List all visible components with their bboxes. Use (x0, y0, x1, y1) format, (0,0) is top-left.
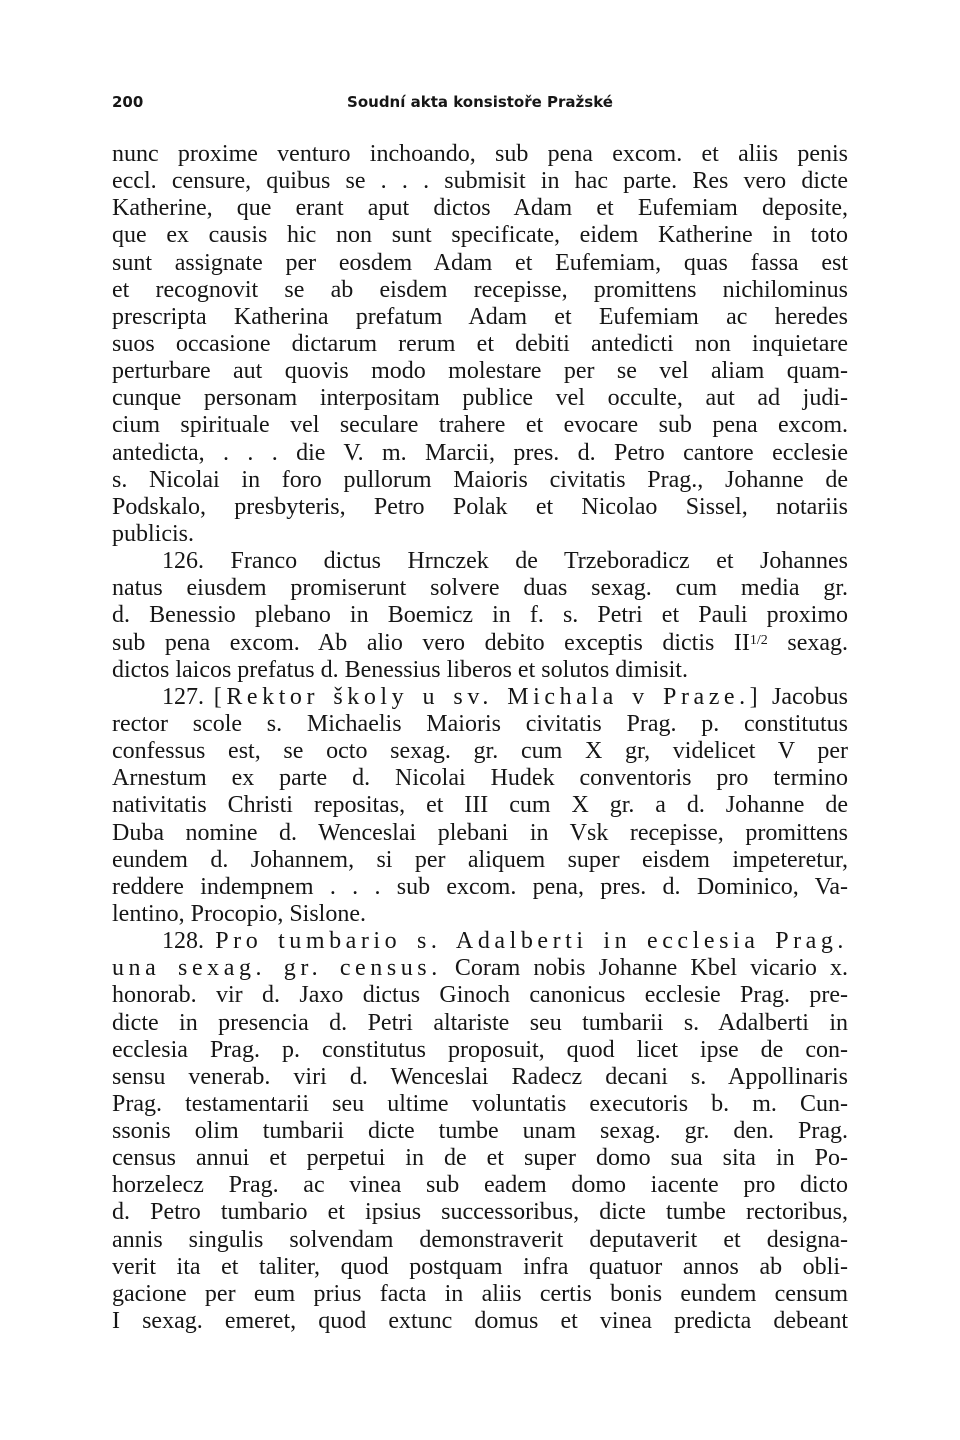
text-line: dicte in presencia d. Petri altariste seu tumbarii s. Adalberti in (112, 1009, 848, 1036)
body-text (112, 141, 848, 1335)
entry-127 (112, 684, 848, 928)
text-line: s. Nicolai in foro pullorum Maioris civitatis Prag., Johanne de (112, 466, 848, 493)
entry-heading-line (112, 955, 848, 982)
text-line: ssonis olim tumbarii dicte tumbe unam sexag. gr. den. Prag. (112, 1118, 848, 1145)
text-line: census annui et perpetui in de et super domo sua sita in Po- (112, 1145, 848, 1172)
text-line: publicis. (112, 520, 194, 547)
entry-title-continued: una sexag. gr. census. (112, 955, 442, 982)
text-line: sensu venerab. viri d. Wenceslai Radecz decani s. Appollinaris (112, 1063, 848, 1090)
entry-number: 128. (162, 928, 216, 955)
text-line: d. Petro tumbario et ipsius successoribus, dicte tumbe rectoribus, (112, 1199, 848, 1226)
text-line: I sexag. emeret, quod extunc domus et vinea predicta debeant (112, 1308, 848, 1335)
text-line: d. Benessio plebano in Boemicz in f. s. Petri et Pauli proximo (112, 602, 848, 629)
text-segment: Jacobus (762, 683, 848, 710)
text-line: perturbare aut quovis modo molestare per se vel aliam quam- (112, 358, 848, 385)
text-line: nativitatis Christi repositas, et III cum X gr. a d. Johanne de (112, 792, 848, 819)
text-line: Arnestum ex parte d. Nicolai Hudek conventoris pro termino (112, 765, 848, 792)
text-line: que ex causis hic non sunt specificate, eidem Katherine in toto (112, 222, 848, 249)
running-header (112, 90, 848, 114)
text-line: antedicta, . . . die V. m. Marcii, pres. d. Petro cantore ecclesie (112, 439, 848, 466)
entry-heading-line (112, 928, 848, 955)
text-line: cunque personam interpositam publice vel occulte, aut ad judi- (112, 385, 848, 412)
text-line: Katherine, que erant aput dictos Adam et Eufemiam deposite, (112, 195, 848, 222)
text-segment: Coram nobis Johanne Kbel vicario x. (441, 955, 848, 982)
text-line: 126. Franco dictus Hrnczek de Trzeboradicz et Johannes (162, 548, 848, 575)
text-line: ecclesia Prag. p. constitutus proposuit, quod licet ipse de con- (112, 1036, 848, 1063)
text-line: gacione per eum prius facta in aliis certis bonis eundem censum (112, 1280, 848, 1307)
text-segment: sexag. (767, 629, 848, 656)
text-line: reddere indempnem . . . sub excom. pena, pres. d. Dominico, Va- (112, 873, 848, 900)
text-line: sunt assignate per eosdem Adam et Eufemiam, quas fassa est (112, 249, 848, 276)
text-line: suos occasione dictarum rerum et debiti antedicti non inquietare (112, 330, 848, 357)
entry-heading-line (112, 684, 848, 711)
text-line: Podskalo, presbyteris, Petro Polak et Nicolao Sissel, notariis (112, 493, 848, 520)
fraction-superscript: 1/2 (749, 632, 768, 648)
text-line: eundem d. Johannem, si per aliquem super eisdem impeteretur, (112, 846, 848, 873)
text-line: Prag. testamentarii seu ultime voluntatis executoris b. m. Cun- (112, 1090, 848, 1117)
entry-title: Pro tumbario s. Adalberti in ecclesia Prag. (215, 928, 848, 955)
entry-126 (112, 548, 848, 684)
text-line: cium spirituale vel seculare trahere et evocare sub pena excom. (112, 412, 848, 439)
page-number: 200 (112, 93, 144, 111)
text-line: lentino, Procopio, Sislone. (112, 900, 366, 927)
text-line: prescripta Katherina prefatum Adam et Eufemiam ac heredes (112, 303, 848, 330)
entry-title: [Rektor školy u sv. Michala v Praze.] (213, 683, 763, 710)
text-line: honorab. vir d. Jaxo dictus Ginoch canonicus ecclesie Prag. pre- (112, 982, 848, 1009)
text-line: nunc proxime venturo inchoando, sub pena excom. et aliis penis (112, 141, 848, 167)
text-segment: sub pena excom. Ab alio vero debito exceptis dictis II (112, 629, 750, 656)
entry-128 (112, 928, 848, 1335)
text-line: Duba nomine d. Wenceslai plebani in Vsk recepisse, promittens (112, 819, 848, 846)
text-line: et recognovit se ab eisdem recepisse, promittens nichilominus (112, 276, 848, 303)
text-line: horzelecz Prag. ac vinea sub eadem domo iacente pro dicto (112, 1172, 848, 1199)
text-line: annis singulis solvendam demonstraverit deputaverit et designa- (112, 1226, 848, 1253)
text-line: rector scole s. Michaelis Maioris civitatis Prag. p. constitutus (112, 710, 848, 737)
text-line-with-fraction (112, 630, 848, 657)
text-line: confessus est, se octo sexag. gr. cum X gr, videlicet V per (112, 738, 848, 765)
text-line: natus eiusdem promiserunt solvere duas sexag. cum media gr. (112, 575, 848, 602)
text-line: verit ita et taliter, quod postquam infra quatuor annos ab obli- (112, 1253, 848, 1280)
text-line: dictos laicos prefatus d. Benessius liberos et solutos dimisit. (112, 656, 688, 683)
entry-number: 127. (162, 683, 214, 710)
header-title: Soudní akta konsistoře Pražské (347, 93, 613, 111)
text-line: eccl. censure, quibus se . . . submisit in hac parte. Res vero dicte (112, 168, 848, 195)
paragraph-continuation (112, 141, 848, 548)
